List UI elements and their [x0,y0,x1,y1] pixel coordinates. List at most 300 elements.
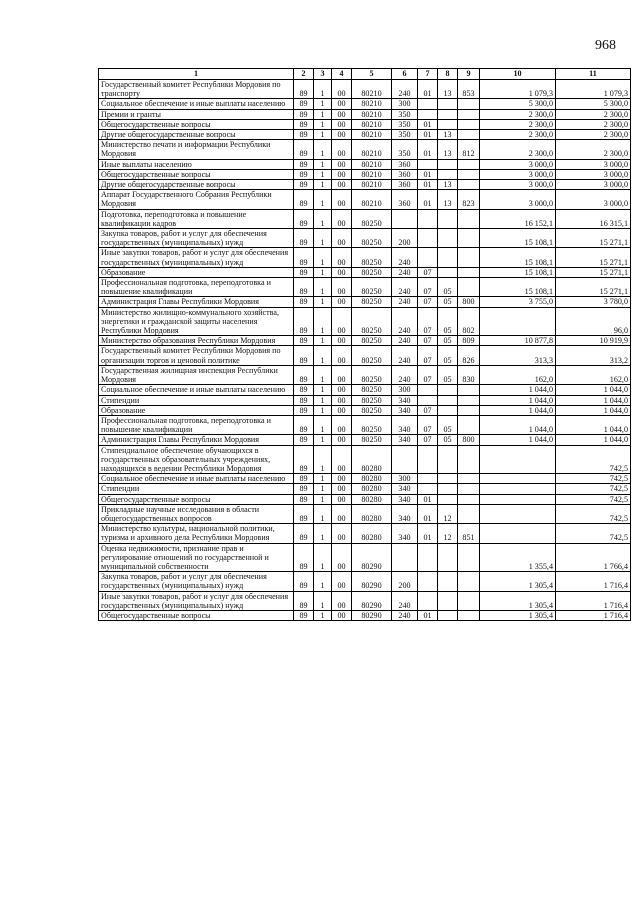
row-label: Закупка товаров, работ и услуг для обеспечения государственных (муниципальных) нужд [99,229,294,248]
code-cell: 1 [314,591,332,610]
code-cell [392,543,418,572]
code-cell: 802 [458,307,480,336]
code-cell [458,248,480,267]
code-cell: 13 [438,190,458,209]
amount-cell [480,474,556,484]
code-cell: 240 [392,591,418,610]
code-cell: 200 [392,229,418,248]
code-cell: 830 [458,365,480,384]
code-cell: 01 [418,180,438,190]
amount-cell: 742,5 [556,445,631,474]
row-label: Подготовка, переподготовка и повышение квалификации кадров [99,209,294,228]
amount-cell: 162,0 [480,365,556,384]
amount-cell: 742,5 [556,484,631,494]
code-cell: 80250 [352,307,392,336]
code-cell: 240 [392,610,418,620]
code-cell: 89 [294,524,314,543]
row-label: Государственный комитет Республики Мордовия по транспорту [99,80,294,99]
code-cell: 05 [438,346,458,365]
amount-cell: 2 300,0 [556,119,631,129]
code-cell: 89 [294,484,314,494]
table-row [99,140,631,159]
code-cell: 89 [294,365,314,384]
code-cell: 80250 [352,336,392,346]
table-row [99,494,631,504]
code-cell: 80210 [352,99,392,109]
code-cell: 89 [294,435,314,445]
code-cell: 1 [314,346,332,365]
code-cell: 1 [314,140,332,159]
amount-cell: 3 000,0 [480,190,556,209]
code-cell: 300 [392,385,418,395]
amount-cell: 1 044,0 [480,395,556,405]
table-row [99,405,631,415]
code-cell: 00 [332,572,352,591]
amount-cell: 1 079,3 [480,80,556,99]
amount-cell: 2 300,0 [480,130,556,140]
code-cell: 1 [314,109,332,119]
code-cell: 300 [392,474,418,484]
code-cell [418,395,438,405]
code-cell: 01 [418,169,438,179]
amount-cell: 15 108,1 [480,248,556,267]
table-row [99,524,631,543]
code-cell: 12 [438,504,458,523]
amount-cell: 313,3 [480,346,556,365]
code-cell: 1 [314,543,332,572]
code-cell: 240 [392,336,418,346]
column-header: 3 [314,69,332,80]
code-cell [438,229,458,248]
code-cell: 05 [438,415,458,434]
code-cell: 01 [418,130,438,140]
code-cell [418,484,438,494]
amount-cell: 3 755,0 [480,297,556,307]
code-cell: 89 [294,415,314,434]
code-cell: 1 [314,267,332,277]
code-cell: 89 [294,267,314,277]
code-cell [418,445,438,474]
table-row [99,229,631,248]
amount-cell: 3 000,0 [480,180,556,190]
code-cell: 07 [418,336,438,346]
code-cell [438,405,458,415]
row-label: Государственная жилищная инспекция Республики Мордовия [99,365,294,384]
code-cell: 13 [438,80,458,99]
table-row [99,99,631,109]
code-cell: 00 [332,140,352,159]
code-cell: 00 [332,591,352,610]
table-row [99,80,631,99]
code-cell: 80280 [352,445,392,474]
table-row [99,484,631,494]
code-cell: 89 [294,190,314,209]
table-row [99,169,631,179]
amount-cell: 15 108,1 [480,278,556,297]
code-cell: 07 [418,307,438,336]
code-cell: 1 [314,190,332,209]
amount-cell: 10 919,9 [556,336,631,346]
code-cell: 05 [438,307,458,336]
code-cell: 80210 [352,190,392,209]
code-cell: 80210 [352,109,392,119]
code-cell: 200 [392,572,418,591]
code-cell: 00 [332,405,352,415]
amount-cell: 2 300,0 [480,109,556,119]
code-cell: 1 [314,494,332,504]
code-cell: 07 [418,346,438,365]
code-cell [438,484,458,494]
table-row [99,119,631,129]
amount-cell: 3 000,0 [556,159,631,169]
code-cell: 80250 [352,405,392,415]
code-cell: 00 [332,524,352,543]
code-cell: 360 [392,190,418,209]
row-label: Министерство образования Республики Мордовия [99,336,294,346]
code-cell: 240 [392,307,418,336]
table-row [99,543,631,572]
code-cell: 240 [392,297,418,307]
code-cell: 80210 [352,130,392,140]
code-cell: 07 [418,267,438,277]
amount-cell: 3 780,0 [556,297,631,307]
code-cell [458,267,480,277]
amount-cell [480,445,556,474]
code-cell: 80250 [352,415,392,434]
code-cell: 89 [294,140,314,159]
code-cell: 13 [438,130,458,140]
amount-cell: 1 044,0 [556,385,631,395]
amount-cell: 1 044,0 [556,405,631,415]
code-cell [418,591,438,610]
code-cell: 89 [294,278,314,297]
code-cell: 07 [418,435,438,445]
table-row [99,278,631,297]
code-cell [418,99,438,109]
amount-cell: 3 000,0 [480,159,556,169]
table-row [99,209,631,228]
code-cell [458,395,480,405]
code-cell: 89 [294,119,314,129]
code-cell: 89 [294,297,314,307]
code-cell: 1 [314,119,332,129]
code-cell [458,180,480,190]
code-cell: 00 [332,209,352,228]
amount-cell: 742,5 [556,474,631,484]
table-row [99,504,631,523]
code-cell: 01 [418,119,438,129]
code-cell: 80290 [352,591,392,610]
amount-cell: 1 305,4 [480,591,556,610]
code-cell: 00 [332,346,352,365]
code-cell: 851 [458,524,480,543]
code-cell: 240 [392,278,418,297]
amount-cell: 15 108,1 [480,229,556,248]
code-cell: 80280 [352,484,392,494]
amount-cell: 1 044,0 [480,385,556,395]
budget-table [98,68,631,621]
amount-cell: 1 716,4 [556,572,631,591]
row-label: Иные закупки товаров, работ и услуг для обеспечения государственных (муниципальных) нужд [99,248,294,267]
amount-cell: 2 300,0 [480,140,556,159]
code-cell [438,494,458,504]
column-header: 1 [99,69,294,80]
row-label: Общегосударственные вопросы [99,610,294,620]
code-cell [438,99,458,109]
code-cell [458,229,480,248]
code-cell: 1 [314,307,332,336]
column-header: 8 [438,69,458,80]
code-cell: 07 [418,415,438,434]
table-row [99,267,631,277]
column-header: 2 [294,69,314,80]
code-cell: 240 [392,248,418,267]
code-cell: 89 [294,80,314,99]
amount-cell: 3 000,0 [556,180,631,190]
amount-cell: 1 044,0 [480,415,556,434]
code-cell: 89 [294,395,314,405]
code-cell: 00 [332,229,352,248]
row-label: Закупка товаров, работ и услуг для обеспечения государственных (муниципальных) нужд [99,572,294,591]
table-row [99,248,631,267]
code-cell: 826 [458,346,480,365]
row-label: Администрация Главы Республики Мордовия [99,435,294,445]
code-cell [418,474,438,484]
code-cell: 340 [392,435,418,445]
code-cell [458,572,480,591]
code-cell: 350 [392,140,418,159]
table-row [99,395,631,405]
row-label: Министерство культуры, национальной политики, туризма и архивного дела Республики Мордовия [99,524,294,543]
amount-cell: 1 044,0 [556,395,631,405]
code-cell [418,209,438,228]
code-cell: 80250 [352,229,392,248]
code-cell: 1 [314,336,332,346]
code-cell [458,405,480,415]
code-cell: 80280 [352,494,392,504]
amount-cell: 742,5 [556,504,631,523]
amount-cell: 1 716,4 [556,591,631,610]
amount-cell: 2 300,0 [556,140,631,159]
code-cell: 89 [294,248,314,267]
code-cell: 00 [332,169,352,179]
code-cell [418,159,438,169]
code-cell: 00 [332,365,352,384]
amount-cell: 15 271,1 [556,278,631,297]
row-label: Министерство печати и информации Республики Мордовия [99,140,294,159]
amount-cell: 15 271,1 [556,229,631,248]
code-cell: 1 [314,572,332,591]
code-cell: 80250 [352,278,392,297]
row-label: Другие общегосударственные вопросы [99,180,294,190]
code-cell: 1 [314,474,332,484]
code-cell: 1 [314,395,332,405]
code-cell [458,484,480,494]
amount-cell: 2 300,0 [480,119,556,129]
table-row [99,336,631,346]
row-label: Стипендиальное обеспечение обучающихся в государственных образовательных учреждениях, находящихся в ведении Республики Мордовия [99,445,294,474]
code-cell: 1 [314,385,332,395]
amount-cell: 16 152,1 [480,209,556,228]
row-label: Образование [99,267,294,277]
code-cell: 01 [418,494,438,504]
code-cell [458,119,480,129]
amount-cell: 1 355,4 [480,543,556,572]
code-cell: 80250 [352,395,392,405]
code-cell: 89 [294,169,314,179]
code-cell: 80250 [352,209,392,228]
code-cell [458,504,480,523]
amount-cell: 1 716,4 [556,610,631,620]
code-cell: 1 [314,229,332,248]
code-cell [458,474,480,484]
amount-cell: 3 000,0 [556,190,631,209]
code-cell [392,209,418,228]
code-cell: 05 [438,297,458,307]
code-cell [458,610,480,620]
row-label: Премии и гранты [99,109,294,119]
code-cell: 01 [418,504,438,523]
amount-cell: 3 000,0 [480,169,556,179]
row-label: Министерство жилищно-коммунального хозяйства, энергетики и гражданской защиты населения Республики Мордовия [99,307,294,336]
code-cell: 80290 [352,610,392,620]
amount-cell: 313,2 [556,346,631,365]
code-cell: 80210 [352,140,392,159]
code-cell: 00 [332,385,352,395]
code-cell: 00 [332,474,352,484]
row-label: Социальное обеспечение и иные выплаты населению [99,474,294,484]
code-cell [458,99,480,109]
amount-cell: 15 271,1 [556,267,631,277]
amount-cell: 10 877,8 [480,336,556,346]
amount-cell: 15 108,1 [480,267,556,277]
code-cell: 360 [392,159,418,169]
row-label: Администрация Главы Республики Мордовия [99,297,294,307]
code-cell: 89 [294,307,314,336]
code-cell: 89 [294,591,314,610]
code-cell: 80290 [352,543,392,572]
code-cell [458,445,480,474]
code-cell: 80250 [352,435,392,445]
code-cell: 00 [332,159,352,169]
table-row [99,445,631,474]
code-cell [458,278,480,297]
code-cell [418,229,438,248]
code-cell: 1 [314,435,332,445]
code-cell: 89 [294,474,314,484]
code-cell [438,209,458,228]
code-cell [418,248,438,267]
code-cell: 01 [418,524,438,543]
code-cell: 809 [458,336,480,346]
code-cell: 89 [294,209,314,228]
code-cell: 89 [294,130,314,140]
code-cell: 240 [392,346,418,365]
code-cell: 80280 [352,474,392,484]
code-cell: 89 [294,385,314,395]
row-label: Профессиональная подготовка, переподготовка и повышение квалификации [99,278,294,297]
code-cell [438,248,458,267]
code-cell: 340 [392,484,418,494]
column-header: 4 [332,69,352,80]
code-cell: 853 [458,80,480,99]
code-cell: 00 [332,119,352,129]
code-cell: 00 [332,130,352,140]
amount-cell: 1 044,0 [480,405,556,415]
table-row [99,591,631,610]
amount-cell: 1 766,4 [556,543,631,572]
code-cell [438,610,458,620]
amount-cell: 742,5 [556,494,631,504]
row-label: Иные закупки товаров, работ и услуг для обеспечения государственных (муниципальных) нужд [99,591,294,610]
table-row [99,190,631,209]
code-cell: 80210 [352,159,392,169]
code-cell: 00 [332,248,352,267]
page-number: 968 [595,38,616,53]
row-label: Общегосударственные вопросы [99,494,294,504]
code-cell: 1 [314,484,332,494]
code-cell: 340 [392,494,418,504]
row-label: Стипендии [99,395,294,405]
code-cell: 01 [418,80,438,99]
code-cell: 1 [314,248,332,267]
amount-cell: 2 300,0 [556,130,631,140]
row-label: Профессиональная подготовка, переподготовка и повышение квалификации [99,415,294,434]
code-cell: 00 [332,180,352,190]
code-cell: 240 [392,365,418,384]
column-header: 10 [480,69,556,80]
code-cell [458,209,480,228]
code-cell: 80250 [352,248,392,267]
code-cell: 1 [314,80,332,99]
code-cell [458,130,480,140]
code-cell: 1 [314,524,332,543]
table-row [99,159,631,169]
table-row [99,130,631,140]
code-cell: 89 [294,346,314,365]
table-row [99,572,631,591]
code-cell [438,395,458,405]
code-cell: 1 [314,297,332,307]
code-cell: 1 [314,130,332,140]
code-cell: 01 [418,140,438,159]
code-cell [418,385,438,395]
code-cell [418,543,438,572]
code-cell: 80210 [352,80,392,99]
code-cell: 350 [392,109,418,119]
code-cell: 05 [438,435,458,445]
code-cell: 80210 [352,180,392,190]
code-cell [458,543,480,572]
code-cell [438,119,458,129]
code-cell: 07 [418,278,438,297]
code-cell: 350 [392,119,418,129]
code-cell: 00 [332,336,352,346]
table-row [99,474,631,484]
amount-cell [480,307,556,336]
code-cell: 00 [332,267,352,277]
code-cell: 80210 [352,169,392,179]
amount-cell: 742,5 [556,524,631,543]
code-cell: 00 [332,99,352,109]
code-cell [458,169,480,179]
amount-cell: 96,0 [556,307,631,336]
code-cell [438,572,458,591]
code-cell: 00 [332,307,352,336]
code-cell [438,267,458,277]
code-cell [458,494,480,504]
code-cell: 80250 [352,385,392,395]
